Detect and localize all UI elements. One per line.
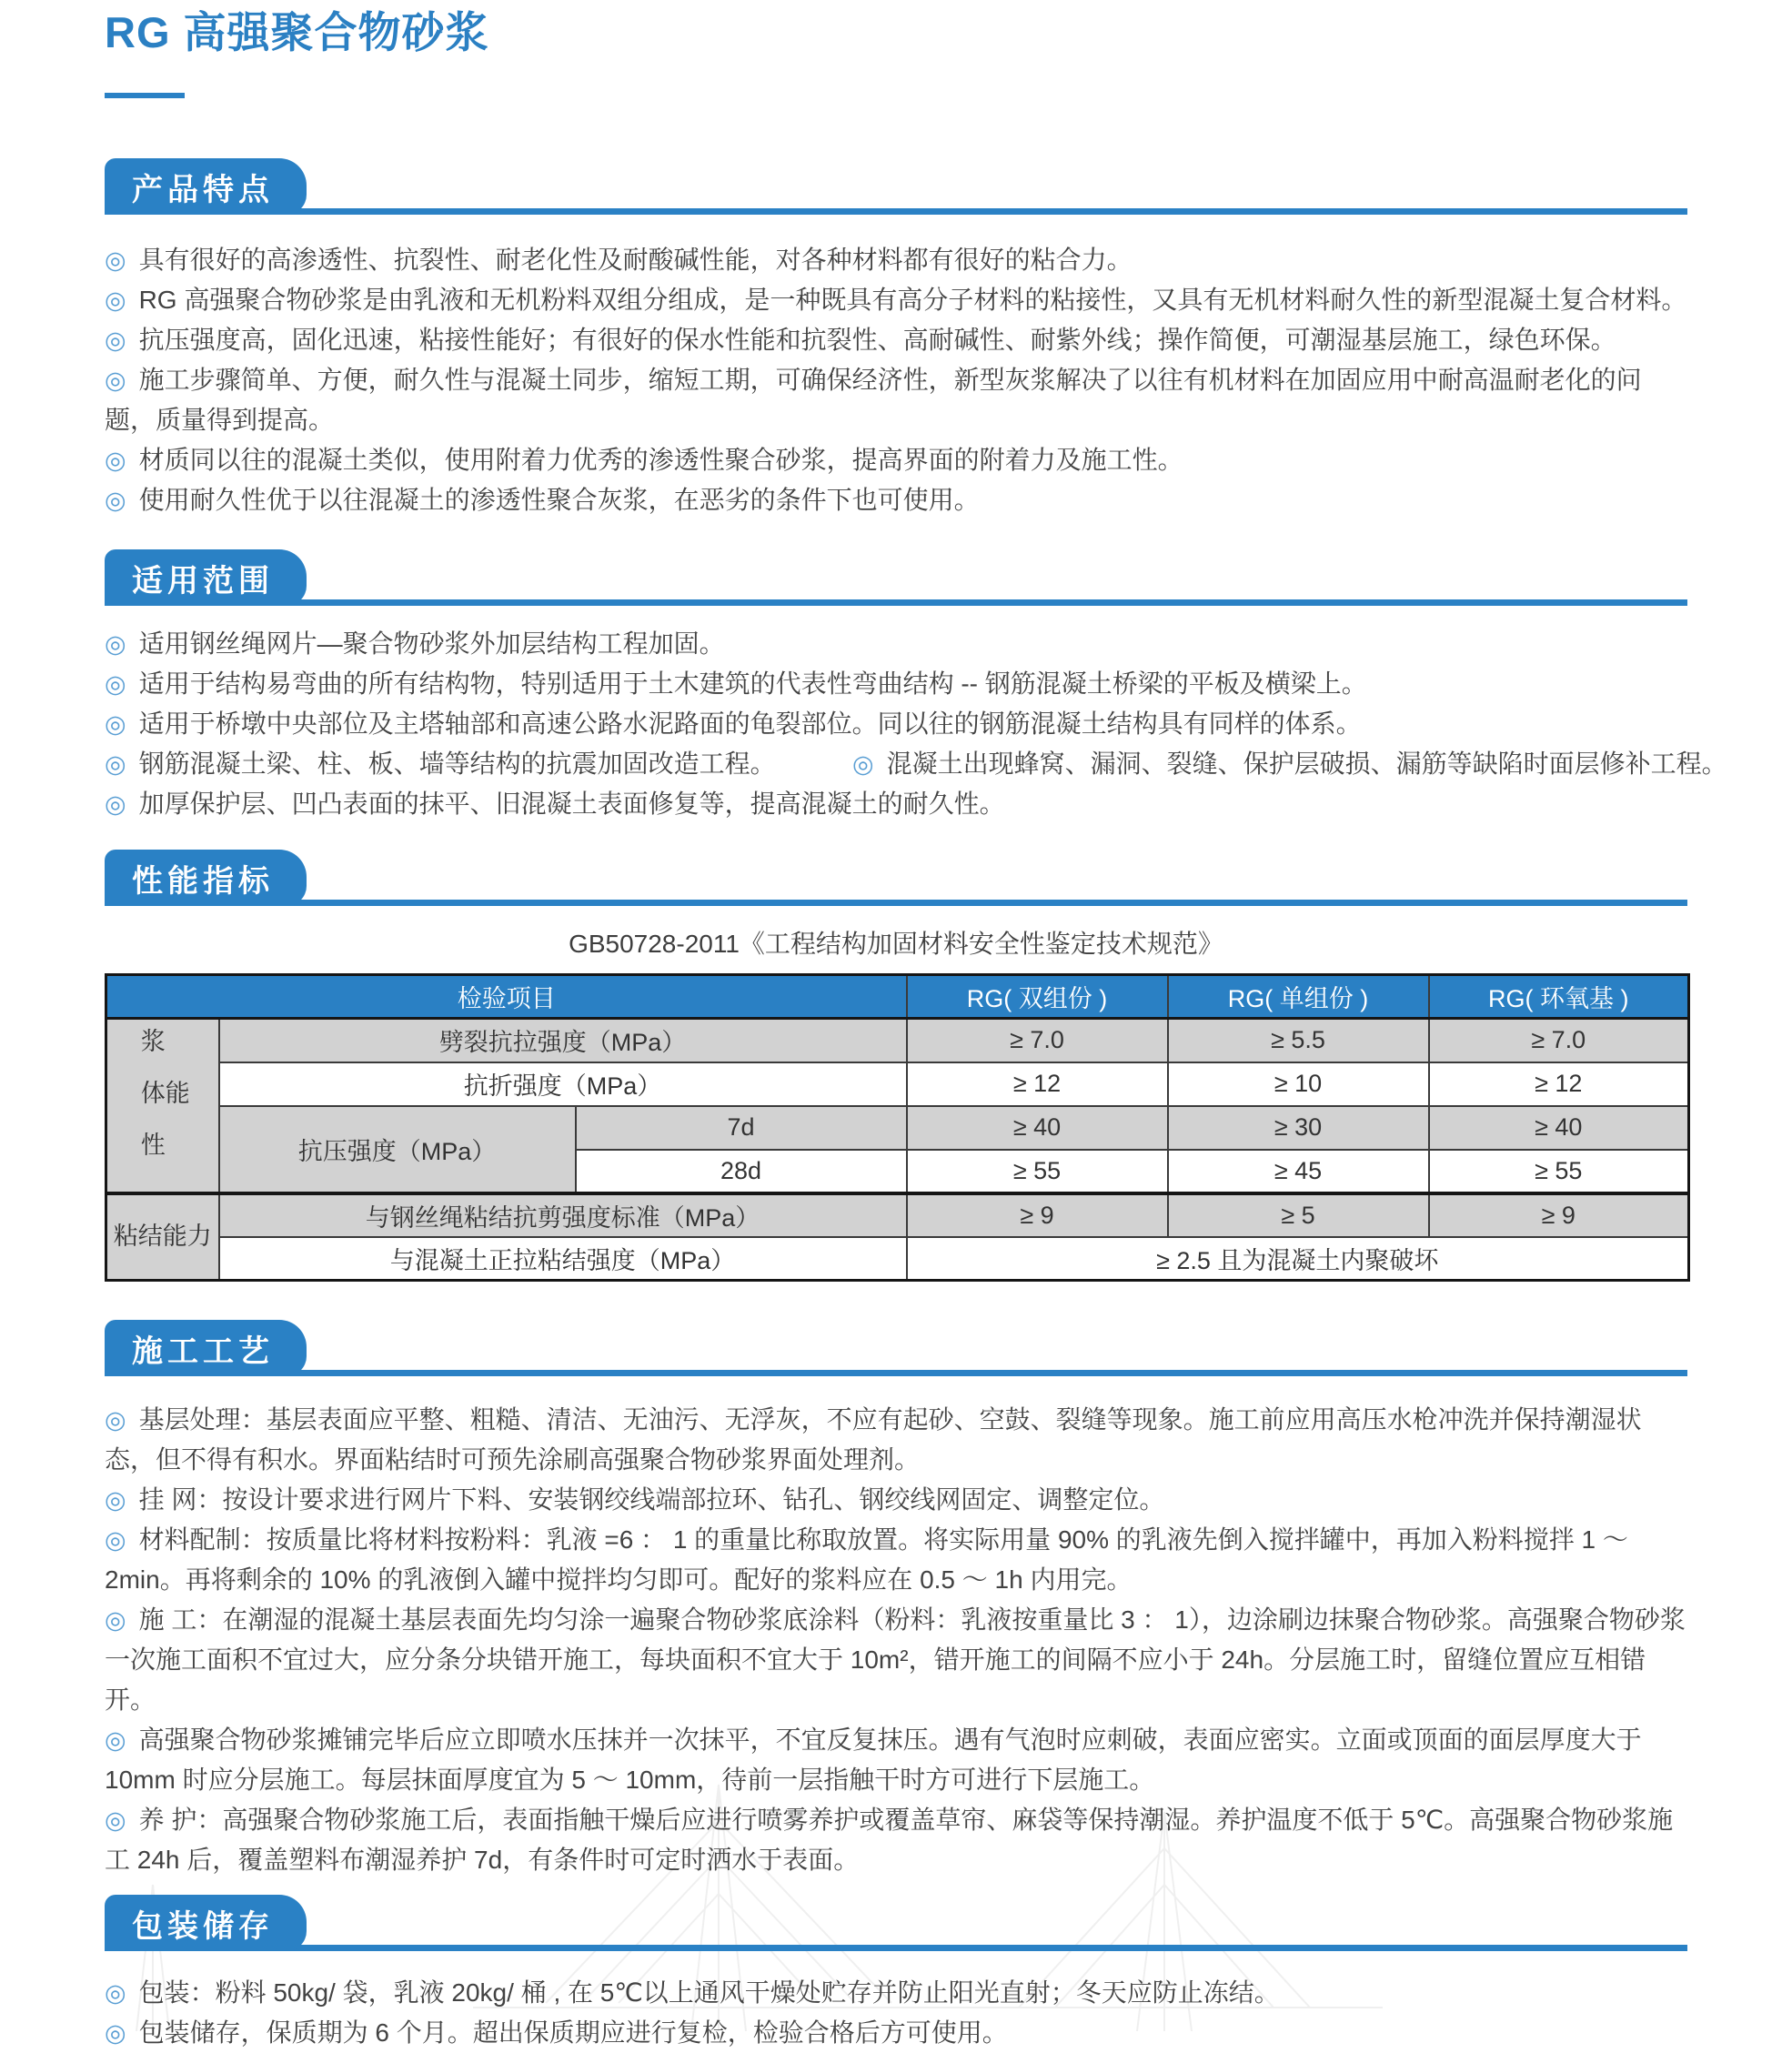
scope-list <box>105 624 1727 824</box>
feature-text: 使用耐久性优于以往混凝土的渗透性聚合灰浆，在恶劣的条件下也可使用。 <box>138 486 980 514</box>
bullet-icon: ◎ <box>105 247 126 274</box>
table-row <box>106 1193 1689 1237</box>
merged-value-cell: ≥ 2.5 且为混凝土内聚破坏 <box>907 1237 1689 1281</box>
section-badge-features <box>105 158 307 215</box>
table-row <box>106 1237 1689 1281</box>
features-list <box>105 240 1687 520</box>
value-cell: ≥ 5.5 <box>1168 1019 1429 1062</box>
bullet-icon: ◎ <box>105 447 126 474</box>
bullet-icon: ◎ <box>105 630 126 658</box>
test-item-cell: 劈裂抗拉强度（MPa） <box>219 1019 907 1062</box>
scope-text: 适用于桥墩中央部位及主塔轴部和高速公路水泥路面的龟裂部位。同以往的钢筋混凝土结构具有同样的体系。 <box>138 709 1362 738</box>
feature-item <box>105 240 1687 280</box>
section-rule <box>105 208 1687 215</box>
section-badge-label: 施工工艺 <box>132 1333 274 1369</box>
process-item <box>105 1600 1687 1720</box>
value-cell: ≥ 12 <box>907 1062 1168 1106</box>
bullet-icon: ◎ <box>105 287 126 314</box>
bullet-icon: ◎ <box>105 790 126 818</box>
storage-item <box>105 2013 1687 2053</box>
test-item-cell: 与混凝土正拉粘结强度（MPa） <box>219 1237 907 1281</box>
storage-list <box>105 1973 1687 2053</box>
table-row <box>106 1019 1689 1062</box>
bullet-icon: ◎ <box>105 670 126 698</box>
feature-text: 具有很好的高渗透性、抗裂性、耐老化性及耐酸碱性能，对各种材料都有很好的粘合力。 <box>138 246 1133 274</box>
value-cell: ≥ 40 <box>1429 1106 1689 1150</box>
table-header-row <box>106 975 1689 1019</box>
section-badge-scope <box>105 549 307 606</box>
process-item <box>105 1520 1687 1600</box>
section-rule <box>105 900 1687 906</box>
scope-item <box>105 784 1687 824</box>
process-text: 基层处理：基层表面应平整、粗糙、清洁、无油污、无浮灰，不应有起砂、空鼓、裂缝等现象。施工前应用高压水枪冲洗并保持潮湿状态，但不得有积水。界面粘结时可预先涂刷高强聚合物砂浆界面处理剂。 <box>105 1405 1642 1474</box>
section-badge-performance <box>105 850 307 906</box>
bullet-icon: ◎ <box>105 1979 126 2007</box>
sub-item-cell: 7d <box>576 1106 907 1150</box>
section-badge-label: 包装储存 <box>132 1908 274 1944</box>
bullet-icon: ◎ <box>105 2019 126 2047</box>
feature-item <box>105 440 1687 480</box>
value-cell: ≥ 30 <box>1168 1106 1429 1150</box>
process-item <box>105 1480 1687 1520</box>
bullet-icon: ◎ <box>105 710 126 738</box>
value-cell: ≥ 9 <box>1429 1193 1689 1237</box>
scope-text: 适用于结构易弯曲的所有结构物，特别适用于土木建筑的代表性弯曲结构 -- 钢筋混凝土桥梁的平板及横梁上。 <box>138 669 1367 698</box>
table-row <box>106 1062 1689 1106</box>
process-text: 挂 网：按设计要求进行网片下料、安装钢绞线端部拉环、钻孔、钢绞线网固定、调整定位。 <box>138 1485 1165 1514</box>
bullet-icon: ◎ <box>105 487 126 514</box>
section-heading-process <box>105 1320 1687 1376</box>
table-row <box>106 1106 1689 1150</box>
bullet-icon: ◎ <box>105 327 126 354</box>
bullet-icon: ◎ <box>105 1806 126 1834</box>
section-heading-storage <box>105 1895 1687 1951</box>
section-badge-storage <box>105 1895 307 1951</box>
value-cell: ≥ 7.0 <box>907 1019 1168 1062</box>
bullet-icon: ◎ <box>105 750 126 778</box>
value-cell: ≥ 55 <box>1429 1150 1689 1193</box>
value-cell: ≥ 9 <box>907 1193 1168 1237</box>
bullet-icon: ◎ <box>105 1726 126 1754</box>
sub-item-cell: 28d <box>576 1150 907 1193</box>
page-title: RG 高强聚合物砂浆 <box>105 8 489 56</box>
scope-item <box>105 664 1687 704</box>
value-cell: ≥ 12 <box>1429 1062 1689 1106</box>
value-cell: ≥ 55 <box>907 1150 1168 1193</box>
feature-item <box>105 320 1687 360</box>
scope-item <box>105 704 1687 744</box>
performance-table <box>105 973 1690 1282</box>
value-cell: ≥ 45 <box>1168 1150 1429 1193</box>
bullet-icon: ◎ <box>105 1606 126 1634</box>
bullet-icon: ◎ <box>852 750 874 778</box>
storage-text: 包装储存，保质期为 6 个月。超出保质期应进行复检，检验合格后方可使用。 <box>138 2018 1008 2047</box>
feature-item <box>105 480 1687 520</box>
col-header-rg-epoxy: RG( 环氧基 ) <box>1429 975 1689 1019</box>
process-item <box>105 1720 1687 1800</box>
section-heading-performance <box>105 850 1687 906</box>
bullet-icon: ◎ <box>105 367 126 394</box>
row-group-label-paste-performance: 浆体性能 <box>106 1019 219 1193</box>
col-header-item: 检验项目 <box>106 975 907 1019</box>
storage-text: 包装：粉料 50kg/ 袋，乳液 20kg/ 桶 , 在 5℃以上通风干燥处贮存并防止阳光直射；冬天应防止冻结。 <box>138 1978 1280 2007</box>
scope-text: 钢筋混凝土梁、柱、板、墙等结构的抗震加固改造工程。 <box>138 750 776 778</box>
scope-item <box>105 624 1687 664</box>
scope-item-pair <box>105 744 1727 784</box>
feature-item <box>105 280 1687 320</box>
feature-text: 抗压强度高，固化迅速，粘接性能好；有很好的保水性能和抗裂性、高耐碱性、耐紫外线；操作简便，可潮湿基层施工，绿色环保。 <box>138 326 1616 354</box>
title-underline <box>105 93 185 98</box>
scope-text: 适用钢丝绳网片—聚合物砂浆外加层结构工程加固。 <box>138 629 725 658</box>
test-item-cell: 与钢丝绳粘结抗剪强度标准（MPa） <box>219 1193 907 1237</box>
scope-text: 混凝土出现蜂窝、漏洞、裂缝、保护层破损、漏筋等缺陷时面层修补工程。 <box>886 750 1727 778</box>
test-item-cell: 抗折强度（MPa） <box>219 1062 907 1106</box>
section-badge-label: 性能指标 <box>132 863 274 899</box>
scope-text: 加厚保护层、凹凸表面的抹平、旧混凝土表面修复等，提高混凝土的耐久性。 <box>138 790 1005 818</box>
value-cell: ≥ 40 <box>907 1106 1168 1150</box>
section-heading-scope <box>105 549 1687 606</box>
value-cell: ≥ 5 <box>1168 1193 1429 1237</box>
process-text: 高强聚合物砂浆摊铺完毕后应立即喷水压抹并一次抹平，不宜反复抹压。遇有气泡时应刺破，表面应密实。立面或顶面的面层厚度大于 10mm 时应分层施工。每层抹面厚度宜为 5 ～ 10mm，待前一层指触干时方可进行下层施工。 <box>105 1726 1642 1794</box>
row-group-label-bond-capacity: 粘结能力 <box>106 1193 219 1281</box>
feature-text: 材质同以往的混凝土类似，使用附着力优秀的渗透性聚合砂浆，提高界面的附着力及施工性。 <box>138 446 1183 474</box>
scope-pair-right <box>852 744 1727 784</box>
section-rule <box>105 1370 1687 1376</box>
section-rule <box>105 1945 1687 1951</box>
bullet-icon: ◎ <box>105 1406 126 1434</box>
bullet-icon: ◎ <box>105 1486 126 1514</box>
process-list <box>105 1400 1687 1880</box>
feature-text: RG 高强聚合物砂浆是由乳液和无机粉料双组分组成，是一种既具有高分子材料的粘接性，又具有无机材料耐久性的新型混凝土复合材料。 <box>138 286 1687 314</box>
value-cell: ≥ 10 <box>1168 1062 1429 1106</box>
storage-item <box>105 1973 1687 2013</box>
table-caption: GB50728-2011《工程结构加固材料安全性鉴定技术规范》 <box>569 930 1223 958</box>
process-text: 养 护：高强聚合物砂浆施工后，表面指触干燥后应进行喷雾养护或覆盖草帘、麻袋等保持潮湿。养护温度不低于 5℃。高强聚合物砂浆施工 24h 后，覆盖塑料布潮湿养护 7d，有条件时可定时洒水于表面。 <box>105 1806 1674 1874</box>
process-text: 施 工：在潮湿的混凝土基层表面先均匀涂一遍聚合物砂浆底涂料（粉料：乳液按重量比 3 ： 1），边涂刷边抹聚合物砂浆。高强聚合物砂浆一次施工面积不宜过大，应分条分块错开施工，每块面积不宜大于 10m²，错开施工的间隔不应小于 24h。分层施工时，留缝位置应互相错开。 <box>105 1605 1686 1714</box>
section-badge-label: 产品特点 <box>132 172 274 207</box>
value-cell: ≥ 7.0 <box>1429 1019 1689 1062</box>
page-content <box>0 8 1792 2053</box>
process-item <box>105 1800 1687 1880</box>
section-heading-features <box>105 158 1687 215</box>
col-header-rg-two-part: RG( 双组份 ) <box>907 975 1168 1019</box>
feature-item <box>105 360 1687 440</box>
bullet-icon: ◎ <box>105 1526 126 1554</box>
section-rule <box>105 599 1687 606</box>
test-item-cell: 抗压强度（MPa） <box>219 1106 576 1193</box>
process-item <box>105 1400 1687 1480</box>
section-badge-label: 适用范围 <box>132 563 274 599</box>
col-header-rg-one-part: RG( 单组份 ) <box>1168 975 1429 1019</box>
scope-pair-left <box>105 750 776 778</box>
process-text: 材料配制：按质量比将材料按粉料：乳液 =6 ： 1 的重量比称取放置。将实际用量 90% 的乳液先倒入搅拌罐中，再加入粉料搅拌 1 ～ 2min。再将剩余的 10% 的乳液倒入罐中搅拌均匀即可。配好的浆料应在 0.5 ～ 1h 内用完。 <box>105 1525 1628 1594</box>
section-badge-process <box>105 1320 307 1376</box>
feature-text: 施工步骤简单、方便，耐久性与混凝土同步，缩短工期，可确保经济性，新型灰浆解决了以往有机材料在加固应用中耐高温耐老化的问题，质量得到提高。 <box>105 366 1642 434</box>
